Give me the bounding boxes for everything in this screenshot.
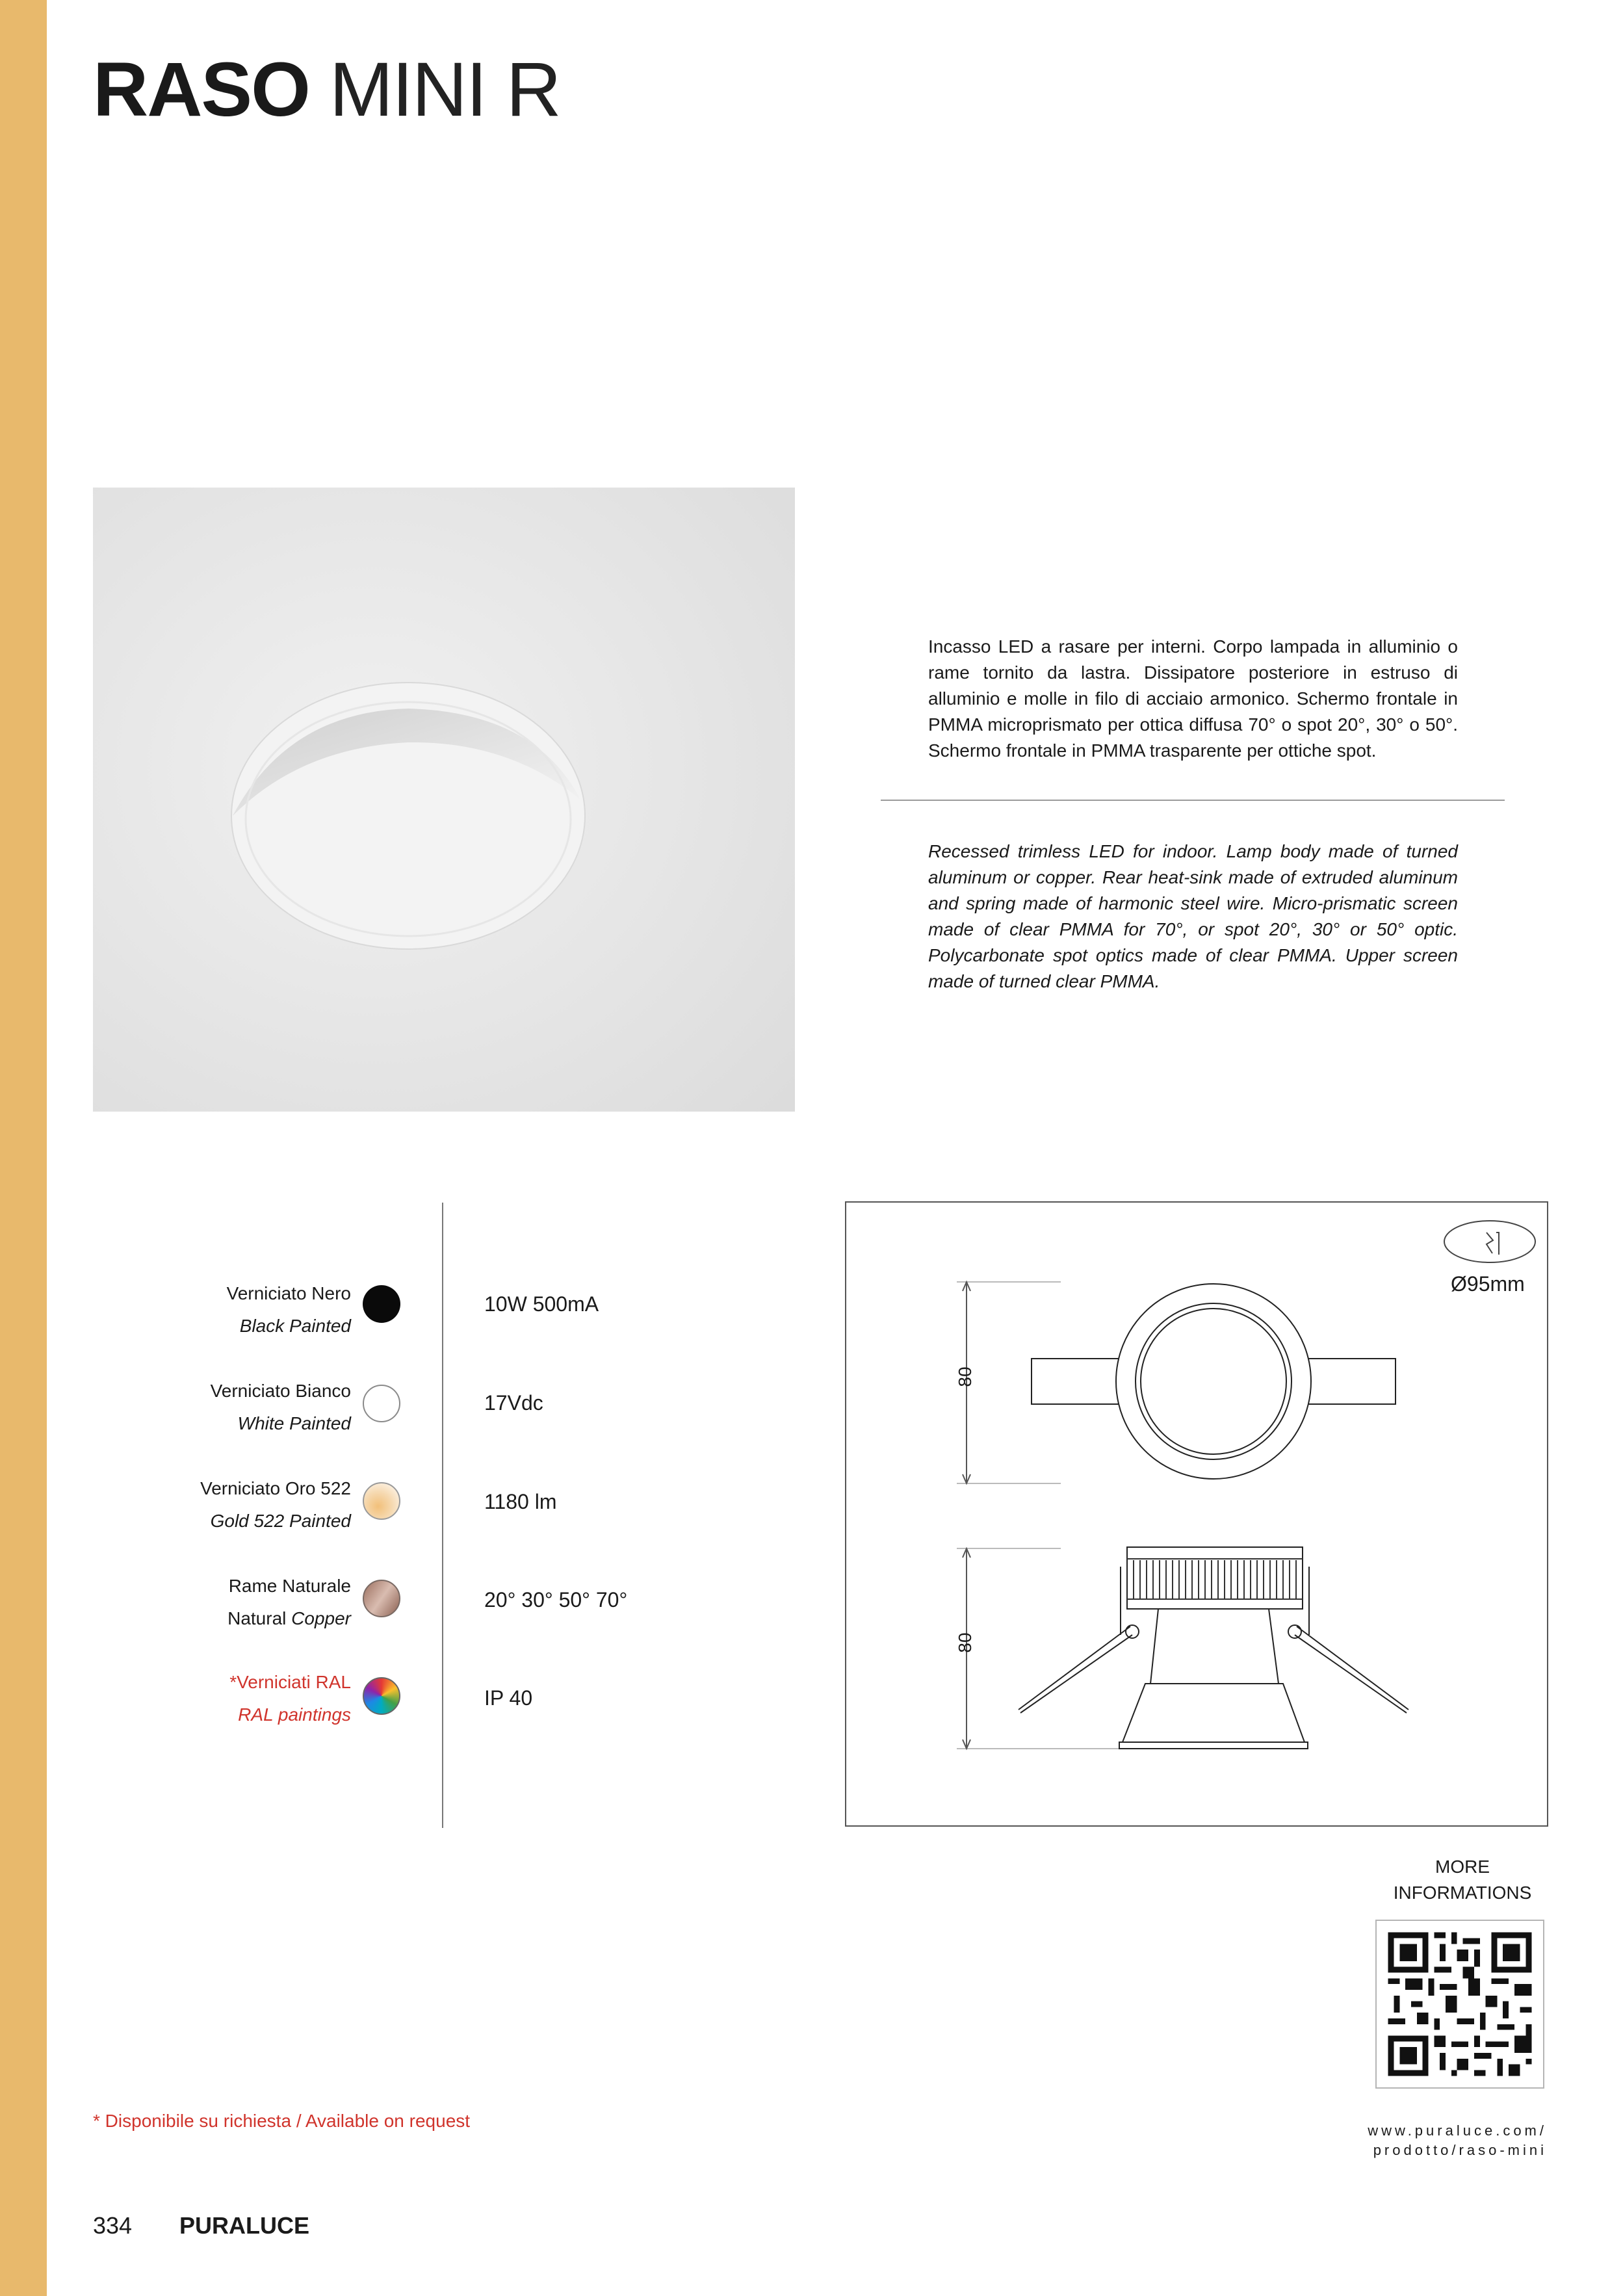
description-italian: Incasso LED a rasare per interni. Corpo lampada in alluminio o rame tornito da lastra. Dissipatore posteriore in estruso di alluminio e molle in filo di acciaio armonico. Schermo frontale in PMMA microprismato per ottica diffusa 70° o spot 20°, 30° o 50°. Schermo frontale in PMMA trasparente per ottiche spot. — [928, 636, 1458, 761]
black-swatch-icon — [363, 1285, 400, 1323]
product-url[interactable] — [1339, 2121, 1547, 2160]
spec-power: 10W 500mA — [484, 1292, 599, 1316]
title-light: MINI R — [329, 47, 560, 133]
finish-label-en: Gold 522 Painted — [210, 1511, 351, 1531]
accent-side-band — [0, 0, 47, 2296]
hole-diameter-label: Ø95mm — [1451, 1272, 1525, 1296]
finish-label-it: *Verniciati RAL — [229, 1672, 351, 1692]
white-swatch-icon — [363, 1385, 400, 1422]
finish-label-it: Verniciato Bianco — [210, 1381, 351, 1401]
product-title — [93, 44, 560, 135]
more-line-1: MORE — [1435, 1857, 1490, 1877]
finish-label-en-italic: Copper — [291, 1608, 351, 1628]
technical-drawing — [845, 1201, 1548, 1827]
spec-lumen: 1180 lm — [484, 1490, 557, 1513]
gold-swatch-icon — [363, 1482, 400, 1520]
more-line-2: INFORMATIONS — [1393, 1883, 1532, 1903]
qr-code-icon[interactable] — [1375, 1920, 1544, 2089]
ral-swatch-icon — [363, 1677, 400, 1715]
finish-gold — [117, 1472, 351, 1537]
url-line-2: prodotto/raso-mini — [1373, 2142, 1547, 2158]
description-divider — [881, 800, 1505, 801]
dimension-top-label: 80 — [955, 1366, 975, 1387]
spec-beam-angles: 20° 30° 50° 70° — [484, 1588, 628, 1611]
finish-ral — [117, 1666, 351, 1731]
specs-divider — [442, 1203, 443, 1828]
finish-label-it: Verniciato Oro 522 — [200, 1478, 351, 1498]
spec-ip-rating: IP 40 — [484, 1686, 533, 1710]
availability-note: * Disponibile su richiesta / Available on request — [93, 2111, 471, 2131]
finish-label-en-plain: Natural — [227, 1608, 287, 1628]
spec-voltage: 17Vdc — [484, 1391, 543, 1415]
finish-label-en: RAL paintings — [238, 1704, 351, 1725]
more-informations — [1365, 1854, 1560, 1906]
finish-label-en — [117, 1602, 351, 1635]
page-number: 334 — [93, 2212, 133, 2239]
dimension-side-label: 80 — [955, 1632, 975, 1653]
finish-label-en: White Painted — [237, 1413, 351, 1433]
finish-label-it: Verniciato Nero — [226, 1283, 351, 1303]
finish-label-en: Black Painted — [239, 1316, 351, 1336]
copper-swatch-icon — [363, 1580, 400, 1617]
brand-name: PURALUCE — [179, 2212, 310, 2239]
finish-label-it: Rame Naturale — [228, 1576, 351, 1596]
title-bold: RASO — [93, 47, 309, 133]
finish-black — [117, 1277, 351, 1342]
description-english: Recessed trimless LED for indoor. Lamp body made of turned aluminum or copper. Rear heat-sink made of extruded aluminum and spring made of harmonic steel wire. Micro-prismatic screen made of clear PMMA for 70°, or spot 20°, 30° or 50° optic. Polycarbonate spot optics made of clear PMMA. Upper screen made of turned clear PMMA. — [928, 841, 1458, 991]
finish-white — [117, 1375, 351, 1440]
product-photo — [93, 488, 795, 1112]
url-line-1: www.puraluce.com/ — [1368, 2122, 1547, 2139]
finish-copper — [117, 1570, 351, 1635]
